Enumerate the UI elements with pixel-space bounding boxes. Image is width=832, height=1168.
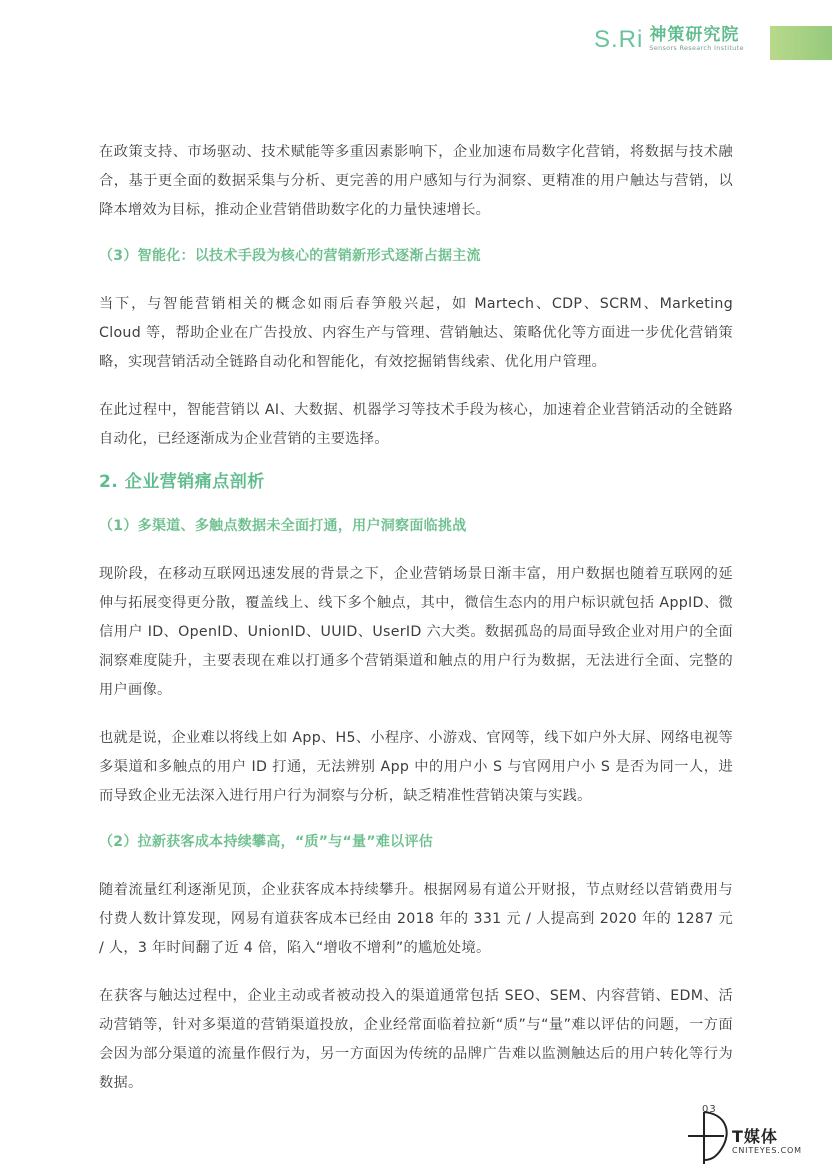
subsection-heading: （3）智能化：以技术手段为核心的营销新形式逐渐占据主流 — [99, 248, 481, 264]
page-content — [99, 138, 733, 1117]
watermark-brand: T媒体 — [732, 1127, 778, 1146]
paragraph: 在政策支持、市场驱动、技术赋能等多重因素影响下，企业加速布局数字化营销，将数据与技术融合，基于更全面的数据采集与分析、更完善的用户感知与行为洞察、更精准的用户触达与营销，以降本增效为目标，推动企业营销借助数字化的力量快速增长。 — [99, 144, 733, 218]
logo-english-name: Sensors Research Institute — [649, 44, 744, 52]
paragraph: 在此过程中，智能营销以 AI、大数据、机器学习等技术手段为核心，加速着企业营销活动的全链路自动化，已经逐渐成为企业营销的主要选择。 — [99, 402, 733, 447]
footer-watermark — [676, 1100, 832, 1168]
paragraph: 也就是说，企业难以将线上如 App、H5、小程序、小游戏、官网等，线下如户外大屏、网络电视等多渠道和多触点的用户 ID 打通，无法辨别 App 中的用户小 S 与官网用户小 S 是否为同一人，进而导致企业无法深入进行用户行为洞察与分析，缺乏精准性营销决策与实践。 — [99, 730, 733, 804]
section-heading: 2. 企业营销痛点剖析 — [99, 472, 265, 492]
logo-mark: S.Ri — [594, 25, 644, 53]
page-header — [0, 0, 832, 80]
paragraph: 现阶段，在移动互联网迅速发展的背景之下，企业营销场景日渐丰富，用户数据也随着互联网的延伸与拓展变得更分散，覆盖线上、线下多个触点，其中，微信生态内的用户标识就包括 AppID、微信用户 ID、OpenID、UnionID、UUID、UserID 六大类。数据孤岛的局面导致企业对用户的全面洞察难度陡升，主要表现在难以打通多个营销渠道和触点的用户行为数据，无法进行全面、完整的用户画像。 — [99, 566, 733, 698]
subsection-heading: （1）多渠道、多触点数据未全面打通，用户洞察面临挑战 — [99, 518, 467, 534]
paragraph: 当下，与智能营销相关的概念如雨后春笋般兴起，如 Martech、CDP、SCRM、Marketing Cloud 等，帮助企业在广告投放、内容生产与管理、营销触达、策略优化等方面进一步优化营销策略，实现营销活动全链路自动化和智能化，有效挖掘销售线索、优化用户管理。 — [99, 296, 733, 370]
paragraph: 在获客与触达过程中，企业主动或者被动投入的渠道通常包括 SEO、SEM、内容营销、EDM、活动营销等，针对多渠道的营销渠道投放，企业经常面临着拉新“质”与“量”难以评估的问题，一方面会因为部分渠道的流量作假行为，另一方面因为传统的品牌广告难以监测触达后的用户转化等行为数据。 — [99, 988, 733, 1091]
paragraph: 随着流量红利逐渐见顶，企业获客成本持续攀升。根据网易有道公开财报，节点财经以营销费用与付费人数计算发现，网易有道获客成本已经由 2018 年的 331 元 / 人提高到 2020 年的 1287 元 / 人，3 年时间翻了近 4 倍，陷入“增收不增利”的尴尬处境。 — [99, 882, 733, 956]
subsection-heading: （2）拉新获客成本持续攀高，“质”与“量”难以评估 — [99, 834, 434, 850]
watermark-logo-icon — [682, 1106, 734, 1166]
page-number: 03 — [702, 1104, 717, 1115]
logo-chinese-name: 神策研究院 — [649, 25, 740, 45]
header-accent-bar — [770, 26, 832, 60]
sensors-logo — [594, 26, 744, 53]
logo-text — [649, 26, 743, 53]
watermark-site: CNITEYES.COM — [732, 1146, 802, 1155]
